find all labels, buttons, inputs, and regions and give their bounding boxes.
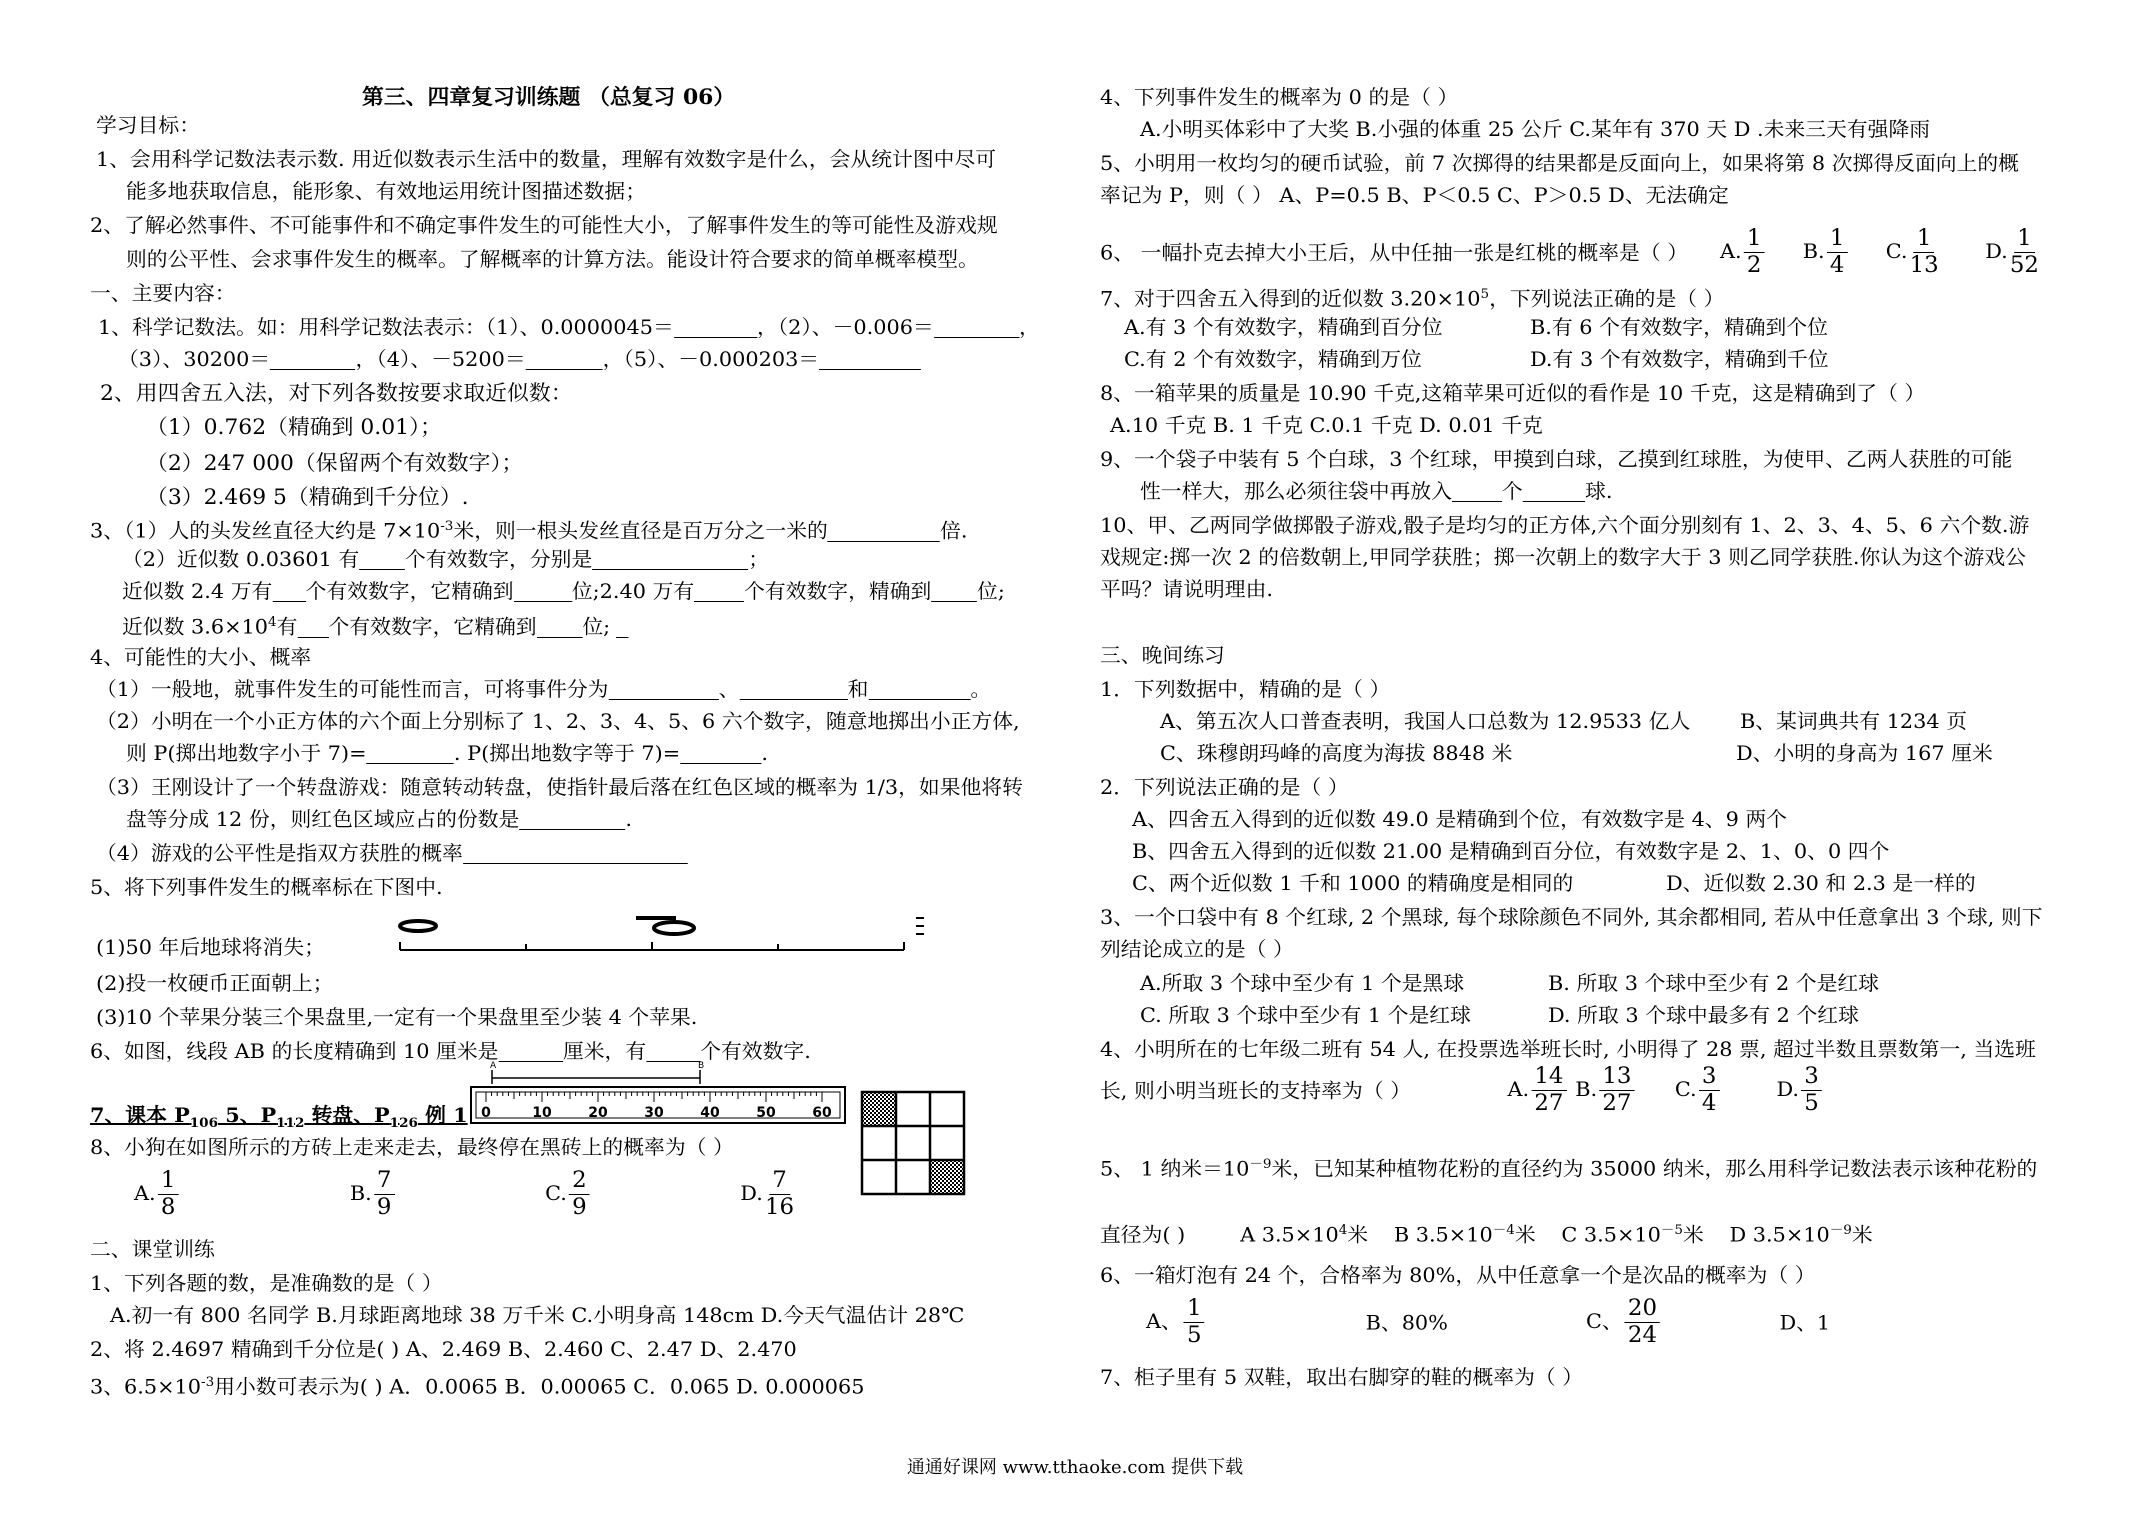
answer-blank[interactable] <box>608 679 718 700</box>
numerator: 3 <box>1699 1064 1720 1091</box>
evening-question-2-option-b: B、四舍五入得到的近似数 21.00 是精确到百分位，有效数字是 2、1、0、0 四个 <box>1132 839 1890 863</box>
q4-text: . P(掷出地数字等于 7)= <box>453 741 681 765</box>
option-c-label: C、 <box>1585 1309 1623 1333</box>
numerator: 7 <box>769 1168 790 1195</box>
q3-text: 位; <box>582 614 611 639</box>
answer-blank[interactable] <box>674 317 757 338</box>
option-b-label: B、80% <box>1365 1310 1448 1335</box>
numerator: 20 <box>1625 1296 1660 1323</box>
question-r10-line3: 平吗？请说明理由. <box>1100 577 1274 601</box>
question-2-heading: 2、用四舍五入法，对下列各数按要求取近似数： <box>100 381 573 405</box>
evening-question-3-option-c: C. 所取 3 个球中至少有 1 个是红球 <box>1140 1003 1471 1027</box>
unit: 米 <box>1514 1222 1536 1247</box>
option-a-label: A. <box>1507 1077 1530 1101</box>
floor-tile-grid <box>860 1090 970 1200</box>
denominator: 4 <box>1701 1091 1717 1116</box>
denominator: 9 <box>376 1195 392 1220</box>
black-tile <box>862 1092 896 1126</box>
ruler-tick-label: 50 <box>756 1105 776 1121</box>
ruler-tick-label: 0 <box>481 1105 491 1121</box>
numerator: 1 <box>1184 1296 1205 1323</box>
q7-page: 112 <box>276 1116 305 1131</box>
evening-question-2-option-d: D、近似数 2.30 和 2.3 是一样的 <box>1666 871 1976 895</box>
option-d-fraction <box>2010 226 2039 279</box>
goals-label: 学习目标： <box>96 113 200 137</box>
answer-blank[interactable] <box>297 617 328 638</box>
question-5-item-3: (3)10 个苹果分装三个果盘里,一定有一个果盘里至少装 4 个苹果. <box>96 1005 698 1029</box>
option-a-label: A. <box>1720 239 1742 263</box>
evening-question-7: 7、柜子里有 5 双鞋，取出右脚穿的鞋的概率为（ ） <box>1100 1365 1584 1389</box>
option-a-fraction <box>1531 1064 1566 1117</box>
question-3-line4 <box>122 610 629 640</box>
ruler-tick-label: 30 <box>644 1105 664 1121</box>
question-r10-line2: 戏规定:掷一次 2 的倍数朝上,甲同学获胜；掷一次朝上的数字大于 3 则乙同学获胜.你认为这个游戏公 <box>1100 545 2026 569</box>
q6-text: 个有效数字. <box>700 1039 811 1063</box>
evening-question-3-line2: 列结论成立的是（ ） <box>1100 937 1294 961</box>
option-d-fraction <box>1801 1064 1822 1117</box>
question-4-item-1 <box>96 676 991 702</box>
numerator: 1 <box>2014 226 2035 253</box>
left-column <box>0 0 1040 1518</box>
option-c-label: C 3.5×10 <box>1561 1222 1661 1247</box>
r7-text: 7、对于四舍五入得到的近似数 3.20×10 <box>1100 286 1481 311</box>
question-r5-line1: 5、小明用一枚均匀的硬币试验，前 7 次掷得的结果都是反面向上，如果将第 8 次掷得反面向上的概 <box>1100 151 2019 175</box>
option-d-label: D 3.5×10 <box>1729 1222 1830 1247</box>
question-r7-option-c: C.有 2 个有效数字，精确到万位 <box>1124 347 1422 371</box>
numerator: 13 <box>1599 1064 1634 1091</box>
q3-text: 位;2.40 万有 <box>571 579 695 603</box>
unit: 米 <box>1851 1222 1873 1247</box>
q4-text: 。 <box>970 677 992 701</box>
r9-text: 性一样大，那么必须往袋中再放入 <box>1140 479 1452 503</box>
answer-blank[interactable] <box>270 349 355 370</box>
section-3-heading: 三、晚间练习 <box>1100 643 1225 667</box>
question-4-item-3-line2: 盘等分成 12 份，则红色区域应占的份数是 . <box>126 807 632 831</box>
evening-question-1-option-c: C、珠穆朗玛峰的高度为海拔 8848 米 <box>1160 741 1513 765</box>
q3-exponent: -3 <box>440 519 454 534</box>
e4-text: 长, 则小明当班长的支持率为（ ） <box>1100 1078 1412 1103</box>
q4-text: （4）游戏的公平性是指双方获胜的概率 <box>96 841 463 865</box>
q3-exponent: 4 <box>267 615 277 630</box>
class-question-2: 2、将 2.4697 精确到千分位是( ) A、2.469 B、2.460 C、2.47 D、2.470 <box>90 1337 797 1361</box>
numerator: 7 <box>374 1168 395 1195</box>
question-r8-options: A.10 千克 B. 1 千克 C.0.1 千克 D. 0.01 千克 <box>1110 413 1543 437</box>
q4-text: 、 <box>718 677 740 701</box>
question-3-line1 <box>90 514 968 544</box>
question-r7-option-b: B.有 6 个有效数字，精确到个位 <box>1530 315 1828 339</box>
answer-blank[interactable] <box>616 617 628 638</box>
answer-blank[interactable] <box>272 581 305 602</box>
evening-question-3-option-a: A.所取 3 个球中至少有 1 个是黑球 <box>1140 971 1465 995</box>
evening-question-4-line2 <box>1100 1064 1824 1124</box>
answer-blank[interactable] <box>1452 481 1502 502</box>
answer-blank[interactable] <box>934 317 1019 338</box>
point-a-label: A <box>490 1061 497 1071</box>
question-4-item-4 <box>96 840 687 866</box>
question-8: 8、小狗在如图所示的方砖上走来走去，最终停在黑砖上的概率为（ ） <box>90 1135 734 1159</box>
r6-text: 6、 一幅扑克去掉大小王后，从中任抽一张是红桃的概率是（ ） <box>1100 240 1689 265</box>
c3-text: 3、6.5×10 <box>90 1374 202 1399</box>
evening-question-1-option-a: A、第五次人口普查表明，我国人口总数为 12.9533 亿人 <box>1160 709 1691 733</box>
evening-question-5-line1 <box>1100 1152 2037 1182</box>
answer-blank[interactable] <box>1523 481 1585 502</box>
answer-blank[interactable] <box>514 581 572 602</box>
denominator: 4 <box>1829 253 1845 278</box>
evening-question-2-option-a: A、四舍五入得到的近似数 49.0 是精确到个位，有效数字是 4、9 两个 <box>1132 807 1788 831</box>
option-a-fraction <box>1744 226 1765 279</box>
numerator: 1 <box>158 1168 179 1195</box>
option-d-fraction <box>765 1168 794 1221</box>
numerator: 14 <box>1531 1064 1566 1091</box>
question-8-options <box>134 1168 796 1228</box>
q3-text: 个有效数字，分别是 <box>405 547 593 571</box>
denominator: 27 <box>1534 1091 1564 1116</box>
answer-blank[interactable] <box>819 349 921 370</box>
q1-text-c: （3）、30200＝ <box>118 347 271 371</box>
e5-text: 直径为( ) <box>1100 1222 1186 1247</box>
question-3-line3 <box>122 578 1005 604</box>
q4-text: （1）一般地，就事件发生的可能性而言，可将事件分为 <box>96 677 609 701</box>
evening-question-1: 1．下列数据中，精确的是（ ） <box>1100 677 1391 701</box>
scale-label-one <box>916 918 924 934</box>
option-a-label: A. <box>134 1181 156 1205</box>
exponent: －5 <box>1660 1223 1683 1238</box>
question-4-item-2-line1: （2）小明在一个小正方体的六个面上分别标了 1、2、3、4、5、6 六个数字，随意地掷出小正方体, <box>96 709 1020 733</box>
scale-label-half <box>636 916 694 934</box>
option-a-fraction <box>1184 1296 1205 1349</box>
q3-text: （2）近似数 0.03601 有 <box>122 547 360 571</box>
goal2-line2: 则的公平性、会求事件发生的概率。了解概率的计算方法。能设计符合要求的简单概率模型。 <box>126 247 979 271</box>
r9-text: 个 <box>1501 479 1523 503</box>
section-1-heading: 一、主要内容： <box>90 281 236 305</box>
option-b-fraction <box>374 1168 395 1221</box>
answer-blank[interactable] <box>868 679 970 700</box>
answer-blank[interactable] <box>828 521 940 542</box>
q7-text: 转盘、P <box>304 1103 390 1127</box>
answer-blank[interactable] <box>537 617 583 638</box>
question-4-item-2-line2: 则 P(掷出地数字小于 7)= . P(掷出地数字等于 7)= . <box>126 741 768 765</box>
option-a-fraction <box>158 1168 179 1221</box>
answer-blank[interactable] <box>931 581 977 602</box>
denominator: 13 <box>1909 253 1939 278</box>
r7-text: ，下列说法正确的是（ ） <box>1489 286 1725 311</box>
q1-text-a: 1、科学记数法。如：用科学记数法表示：（1）、0.0000045＝ <box>98 315 674 339</box>
option-d-label: D. <box>1776 1077 1799 1101</box>
ruler-tick-label: 20 <box>588 1105 608 1121</box>
section-2-heading: 二、课堂训练 <box>90 1237 215 1261</box>
q6-text: 6、如图，线段 AB 的长度精确到 10 厘米是 <box>90 1039 499 1063</box>
option-a-label: A、 <box>1146 1309 1182 1333</box>
question-2-item-3: （3）2.469 5（精确到千分位）. <box>146 485 469 509</box>
numerator: 1 <box>1744 226 1765 253</box>
q6-text: 厘米，有 <box>562 1039 647 1063</box>
q1-text-e: ，（5）、－0.000203＝ <box>602 347 820 371</box>
question-5-item-1: (1)50 年后地球将消失； <box>96 935 325 959</box>
question-2-item-1: （1）0.762（精确到 0.01）； <box>146 415 442 439</box>
answer-blank[interactable] <box>680 743 761 764</box>
c3-exponent: -3 <box>201 1375 215 1390</box>
denominator: 52 <box>2009 253 2039 278</box>
q1-text-d: ，（4）、－5200＝ <box>355 347 526 371</box>
question-4-item-3-line1: （3）王刚设计了一个转盘游戏：随意转动转盘，使指针最后落在红色区域的概率为 1/3，如果他将转 <box>96 775 1023 799</box>
answer-blank[interactable] <box>526 349 603 370</box>
right-column <box>1080 0 2120 1518</box>
exponent: －4 <box>1492 1223 1515 1238</box>
e5-text: 米，已知某种植物花粉的直径约为 35000 纳米，那么用科学记数法表示该种花粉的 <box>1271 1156 2038 1181</box>
question-r9-line1: 9、一个袋子中装有 5 个白球，3 个红球，甲摸到白球，乙摸到红球胜，为使甲、乙两人获胜的可能 <box>1100 447 2013 471</box>
q4-text: 和 <box>847 677 869 701</box>
probability-scale <box>396 912 936 962</box>
option-b-fraction <box>1599 1064 1634 1117</box>
page-title: 第三、四章复习训练题 （总复习 06） <box>362 84 736 109</box>
answer-blank[interactable] <box>367 743 454 764</box>
numerator: 2 <box>569 1168 590 1195</box>
option-c-fraction <box>1910 226 1939 279</box>
question-r4: 4、下列事件发生的概率为 0 的是（ ） <box>1100 85 1459 109</box>
question-r7-option-d: D.有 3 个有效数字，精确到千位 <box>1530 347 1829 371</box>
numerator: 1 <box>1914 226 1935 253</box>
black-tile <box>930 1160 964 1194</box>
evening-question-1-option-d: D、小明的身高为 167 厘米 <box>1736 741 1993 765</box>
evening-question-6-options <box>1146 1296 1830 1356</box>
option-b-label: B. <box>1575 1077 1598 1101</box>
q3-text: 个有效数字，精确到 <box>744 579 932 603</box>
q3-text: 近似数 2.4 万有 <box>122 579 273 603</box>
denominator: 8 <box>160 1195 176 1220</box>
denominator: 9 <box>572 1195 587 1220</box>
question-r7 <box>1100 282 1724 312</box>
evening-question-2: 2．下列说法正确的是（ ） <box>1100 775 1349 799</box>
evening-question-6: 6、一箱灯泡有 24 个，合格率为 80%，从中任意拿一个是次品的概率为（ ） <box>1100 1263 1816 1287</box>
denominator: 24 <box>1627 1323 1658 1348</box>
option-c-fraction <box>569 1168 590 1221</box>
option-c-label: C. <box>1674 1077 1697 1101</box>
ruler-tick-label: 10 <box>532 1105 552 1121</box>
option-b-fraction <box>1827 226 1848 279</box>
evening-question-5-line2 <box>1100 1218 1873 1248</box>
unit: 米 <box>1347 1222 1369 1247</box>
answer-blank[interactable] <box>519 809 625 830</box>
numerator: 1 <box>1827 226 1848 253</box>
q7-text: 例 1 <box>417 1103 468 1127</box>
goal1-line2: 能多地获取信息，能形象、有效地运用统计图描述数据； <box>126 179 646 203</box>
q3-text: 米，则一根头发丝直径是百万分之一米的 <box>453 518 828 543</box>
q3-text: 位; <box>977 579 1005 603</box>
denominator: 5 <box>1187 1323 1202 1348</box>
question-7-textbook-ref <box>90 1102 468 1137</box>
q3-text: 3、（1）人的头发丝直径大约是 7×10 <box>90 518 441 543</box>
q3-text: 有 <box>276 614 298 639</box>
evening-question-3-option-b: B. 所取 3 个球中至少有 2 个是红球 <box>1548 971 1880 995</box>
page-footer: 通通好课网 www.tthaoke.com 提供下载 <box>906 1457 1244 1478</box>
goal1-line1: 1、会用科学记数法表示数. 用近似数表示生活中的数量，理解有效数字是什么，会从统计图中尽可 <box>96 147 997 171</box>
question-1-line1: 1、科学记数法。如：用科学记数法表示：（1）、0.0000045＝ ，（2）、－0.006＝ ， <box>98 315 1040 339</box>
answer-blank[interactable] <box>739 679 847 700</box>
question-2-item-2: （2）247 000（保留两个有效数字）； <box>146 451 524 475</box>
option-b-label: B. <box>349 1181 372 1205</box>
question-r7-option-a: A.有 3 个有效数字，精确到百分位 <box>1124 315 1443 339</box>
point-b-label: B <box>698 1061 705 1071</box>
class-question-1-options: A.初一有 800 名同学 B.月球距离地球 38 万千米 C.小明身高 148cm D.今天气温估计 28℃ <box>110 1303 965 1327</box>
answer-blank[interactable] <box>359 549 405 570</box>
ruler-figure <box>470 1086 850 1126</box>
evening-question-4-line1: 4、小明所在的七年级二班有 54 人, 在投票选举班长时, 小明得了 28 票, 超过半数且票数第一, 当选班 <box>1100 1037 2036 1061</box>
question-r6 <box>1100 226 2041 286</box>
question-r4-options: A.小明买体彩中了大奖 B.小强的体重 25 公斤 C.某年有 370 天 D .未来三天有强降雨 <box>1140 117 1931 141</box>
q3-text: 倍. <box>940 518 968 543</box>
option-a-label: A 3.5×10 <box>1240 1222 1339 1247</box>
scale-label-zero <box>400 921 436 931</box>
option-d-label: D. <box>740 1181 763 1205</box>
e5-exponent: －9 <box>1249 1157 1272 1172</box>
evening-question-3-line1: 3、一个口袋中有 8 个红球, 2 个黑球, 每个球除颜色不同外, 其余都相同, 若从中任意拿出 3 个球, 则下 <box>1100 905 2043 929</box>
evening-question-2-option-c: C、两个近似数 1 千和 1000 的精确度是相同的 <box>1132 871 1574 895</box>
denominator: 2 <box>1746 253 1762 278</box>
question-4-heading: 4、可能性的大小、概率 <box>90 645 312 669</box>
option-c-label: C. <box>545 1181 567 1205</box>
denominator: 27 <box>1602 1091 1632 1116</box>
q7-text: 5、P <box>217 1103 277 1127</box>
evening-question-1-option-b: B、某词典共有 1234 页 <box>1740 709 1968 733</box>
ruler-tick-label: 60 <box>812 1105 832 1121</box>
answer-blank[interactable] <box>463 843 688 864</box>
numerator: 3 <box>1801 1064 1822 1091</box>
option-b-label: B 3.5×10 <box>1393 1222 1493 1247</box>
question-5-item-2: (2)投一枚硬币正面朝上； <box>96 971 334 995</box>
unit: 米 <box>1682 1222 1704 1247</box>
q4-text: 盘等分成 12 份，则红色区域应占的份数是 <box>126 807 520 831</box>
question-r9-line2 <box>1140 478 1613 504</box>
e5-text: 5、 1 纳米＝10 <box>1100 1156 1250 1181</box>
answer-blank[interactable] <box>592 549 748 570</box>
q3-text: 个有效数字，它精确到 <box>305 579 514 603</box>
question-3-line2: （2）近似数 0.03601 有 个有效数字，分别是 ； <box>122 547 770 571</box>
question-r8: 8、一箱苹果的质量是 10.90 千克,这箱苹果可近似的看作是 10 千克，这是精确到了（ ） <box>1100 381 1926 405</box>
option-c-label: C. <box>1885 239 1908 263</box>
r7-exponent: 5 <box>1480 287 1490 302</box>
question-1-line2 <box>118 346 921 372</box>
option-c-fraction <box>1625 1296 1660 1349</box>
option-d-label: D、1 <box>1779 1310 1831 1335</box>
exponent: －9 <box>1829 1223 1852 1238</box>
question-r5-line2: 率记为 P，则（ ） A、P=0.5 B、P＜0.5 C、P＞0.5 D、无法确定 <box>1100 183 1729 207</box>
option-b-label: B. <box>1802 239 1825 263</box>
question-5-heading: 5、将下列事件发生的概率标在下图中. <box>90 875 443 899</box>
option-d-label: D. <box>1985 239 2008 263</box>
class-question-3 <box>90 1370 864 1400</box>
q4-text: 则 P(掷出地数字小于 7)= <box>126 741 367 765</box>
goal2-line1: 2、了解必然事件、不可能事件和不确定事件发生的可能性大小，了解事件发生的等可能性及游戏规 <box>90 213 998 237</box>
answer-blank[interactable] <box>694 581 744 602</box>
c3-text: 用小数可表示为( ) A．0.0065 B．0.00065 C．0.065 D. 0.000065 <box>214 1374 865 1399</box>
denominator: 5 <box>1804 1091 1819 1116</box>
segment-ab-figure <box>488 1058 718 1086</box>
q7-page: 106 <box>189 1116 218 1131</box>
exponent: 4 <box>1338 1223 1348 1238</box>
r9-text: 球. <box>1585 479 1613 503</box>
ruler-tick-label: 40 <box>700 1105 720 1121</box>
option-c-fraction <box>1699 1064 1720 1117</box>
q7-text: 7、课本 P <box>90 1103 190 1127</box>
q1-text-b: ，（2）、－0.006＝ <box>756 315 934 339</box>
class-question-1: 1、下列各题的数，是准确数的是（ ） <box>90 1271 443 1295</box>
evening-question-3-option-d: D. 所取 3 个球中最多有 2 个红球 <box>1548 1003 1859 1027</box>
question-r10-line1: 10、甲、乙两同学做掷骰子游戏,骰子是均匀的正方体,六个面分别刻有 1、2、3、4、5、6 六个数.游 <box>1100 513 2030 537</box>
denominator: 16 <box>764 1195 795 1220</box>
q3-text: 个有效数字，它精确到 <box>328 614 537 639</box>
q3-text: 近似数 3.6×10 <box>122 614 268 639</box>
q7-page: 126 <box>389 1116 418 1131</box>
